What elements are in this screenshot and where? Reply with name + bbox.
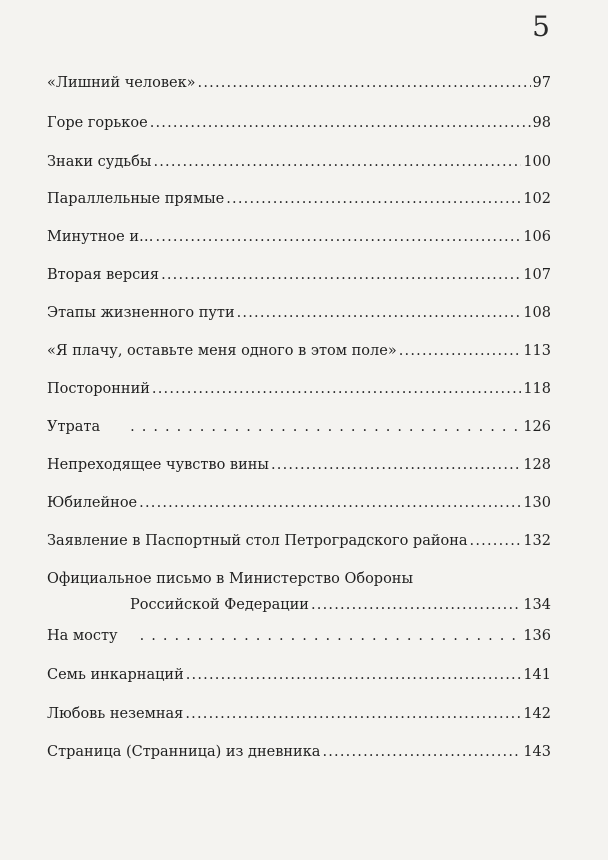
toc-entry-title: Семь инкарнаций [47, 667, 184, 683]
dot-leader [198, 70, 531, 96]
dot-leader [153, 149, 521, 175]
toc-entry-title: Посторонний [47, 381, 150, 397]
dot-leader [237, 300, 522, 326]
toc-entry-page: 141 [523, 667, 551, 683]
toc-entry [47, 300, 551, 326]
toc-entry-title: Заявление в Паспортный стол Петроградского района [47, 533, 468, 549]
toc-entry [47, 376, 551, 402]
toc-entry [47, 110, 551, 136]
toc-entry [47, 70, 551, 96]
toc-entry [47, 739, 551, 765]
toc-entry-title: Вторая версия [47, 267, 160, 283]
toc-entry [47, 701, 551, 727]
toc-entry-page: 128 [523, 457, 551, 473]
dot-leader [152, 376, 521, 402]
toc-entry-title: Любовь неземная [47, 706, 184, 722]
toc-entry-title: Этапы жизненного пути [47, 305, 235, 321]
toc-entry-page: 126 [523, 419, 551, 435]
toc-entry-title-line2: Российской Федерации [130, 597, 309, 613]
toc-entry-title: Горе горькое [47, 115, 148, 131]
dot-leader [150, 110, 531, 136]
toc-entry [47, 566, 551, 618]
toc-entry-title: «Я плачу, оставьте меня одного в этом поле» [47, 343, 397, 359]
toc-entry-page: 118 [523, 381, 551, 397]
dot-leader [470, 528, 522, 554]
toc-entry-title-line1: Официальное письмо в Министерство Обороны [47, 571, 414, 587]
toc-entry-page: 136 [523, 628, 551, 644]
toc-entry-title: Непреходящее чувство вины [47, 457, 269, 473]
toc-entry-page: 98 [532, 115, 551, 131]
toc-entry-page: 134 [523, 597, 551, 613]
dot-leader [140, 623, 522, 649]
dot-leader [139, 490, 521, 516]
toc-entry-title: Знаки судьбы [47, 154, 152, 170]
toc-entry [47, 186, 551, 212]
toc-entry [47, 414, 551, 440]
dot-leader [130, 414, 521, 440]
toc-entry [47, 662, 551, 688]
dot-leader [186, 662, 522, 688]
toc-entry [47, 452, 551, 478]
dot-leader [155, 224, 521, 250]
page-number: 5 [532, 10, 550, 43]
toc-entry-title: Страница (Странница) из дневника [47, 744, 321, 760]
dot-leader [161, 262, 521, 288]
dot-leader [226, 186, 521, 212]
toc-entry [47, 338, 551, 364]
table-of-contents [47, 0, 551, 860]
toc-entry-title: Параллельные прямые [47, 191, 225, 207]
dot-leader [271, 452, 521, 478]
toc-entry-title: Утрата [47, 419, 101, 435]
toc-entry-page: 108 [523, 305, 551, 321]
toc-entry [47, 262, 551, 288]
toc-entry [47, 149, 551, 175]
toc-entry-page: 102 [523, 191, 551, 207]
toc-entry-page: 142 [523, 706, 551, 722]
toc-entry-page: 130 [523, 495, 551, 511]
toc-entry-page: 97 [532, 75, 551, 91]
toc-entry-title: «Лишний человек» [47, 75, 196, 91]
dot-leader [322, 739, 521, 765]
toc-entry-page: 132 [523, 533, 551, 549]
toc-entry [47, 623, 551, 649]
dot-leader [399, 338, 522, 364]
toc-entry-page: 143 [523, 744, 551, 760]
toc-entry-page: 107 [523, 267, 551, 283]
toc-entry [47, 528, 551, 554]
toc-entry-page: 100 [523, 154, 551, 170]
dot-leader [185, 701, 521, 727]
toc-entry-page: 106 [523, 229, 551, 245]
toc-entry-page: 113 [523, 343, 551, 359]
toc-entry [47, 490, 551, 516]
toc-entry [47, 224, 551, 250]
toc-entry-title: Юбилейное [47, 495, 138, 511]
toc-entry-title: На мосту [47, 628, 118, 644]
toc-entry-title: Минутное и… [47, 229, 154, 245]
dot-leader [311, 592, 521, 618]
